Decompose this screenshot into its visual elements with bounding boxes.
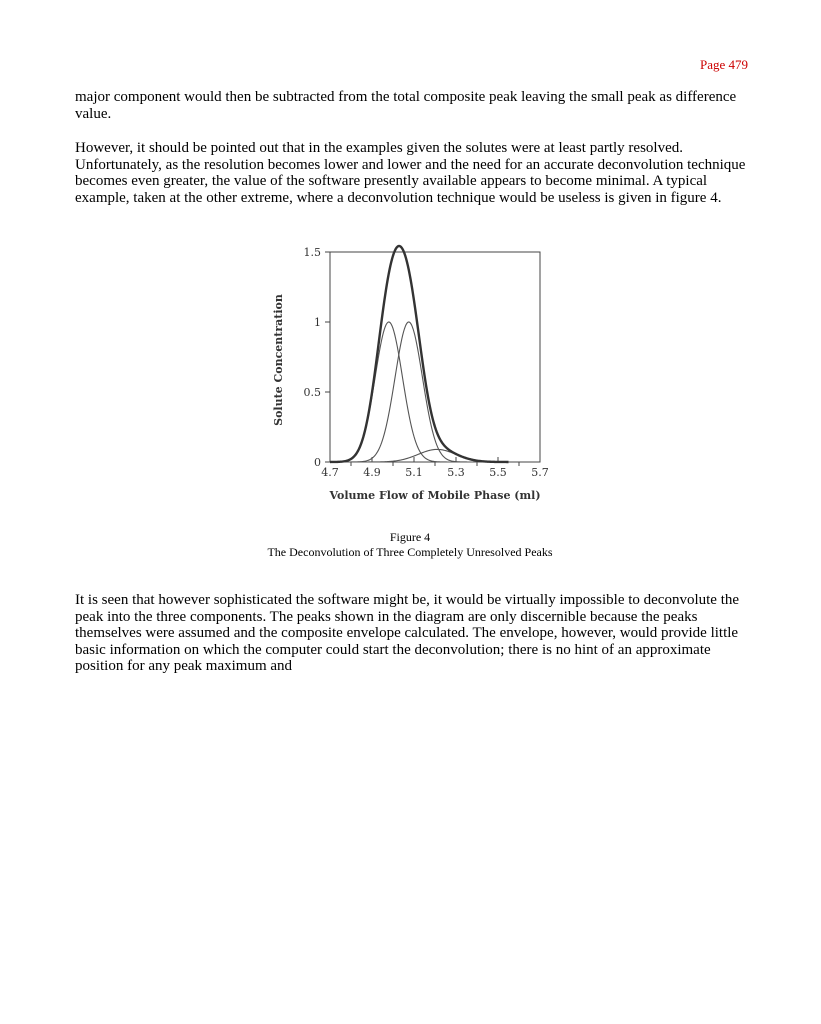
figure-4-chart: [255, 240, 575, 510]
y-tick-label: 0: [314, 456, 321, 469]
figure-caption: The Deconvolution of Three Completely Unresolved Peaks: [267, 545, 553, 559]
envelope-curve: [330, 246, 509, 462]
page-number: Page 479: [699, 57, 748, 72]
figure-label: Figure 4: [389, 530, 431, 544]
x-tick-label: 5.1: [405, 466, 423, 479]
x-axis-label: Volume Flow of Mobile Phase (ml): [329, 489, 541, 502]
y-tick-label: 1: [314, 316, 321, 329]
y-axis-label: Solute Concentration: [272, 294, 285, 426]
y-tick-label: 1.5: [303, 246, 321, 259]
y-tick-label: 0.5: [303, 386, 321, 399]
paragraph-2: However, it should be pointed out that in the examples given the solutes were at least partly resolved. Unfortunately, as the resolution becomes lower and lower and the need for an accurate deconvolution technique becomes even greater, the value of the software presently available appears to become minimal. A typical example, taken at the other extreme, where a deconvolution technique would be useless is given in figure 4.: [75, 140, 746, 206]
x-tick-label: 5.3: [447, 466, 465, 479]
chart-svg: [255, 240, 575, 510]
x-tick-label: 4.9: [363, 466, 381, 479]
paragraph-1: major component would then be subtracted from the total composite peak leaving the small peak as difference value.: [75, 89, 737, 122]
x-tick-label: 4.7: [321, 466, 339, 479]
paragraph-3: It is seen that however sophisticated the software might be, it would be virtually impossible to deconvolute the peak into the three components. The peaks shown in the diagram are only discernible because the peaks themselves were assumed and the composite envelope calculated. The envelope, however, would provide little basic information on which the computer could start the deconvolution; there is no hint of an approximate position for any peak maximum and: [75, 592, 740, 674]
x-tick-label: 5.7: [531, 466, 549, 479]
x-tick-label: 5.5: [489, 466, 507, 479]
